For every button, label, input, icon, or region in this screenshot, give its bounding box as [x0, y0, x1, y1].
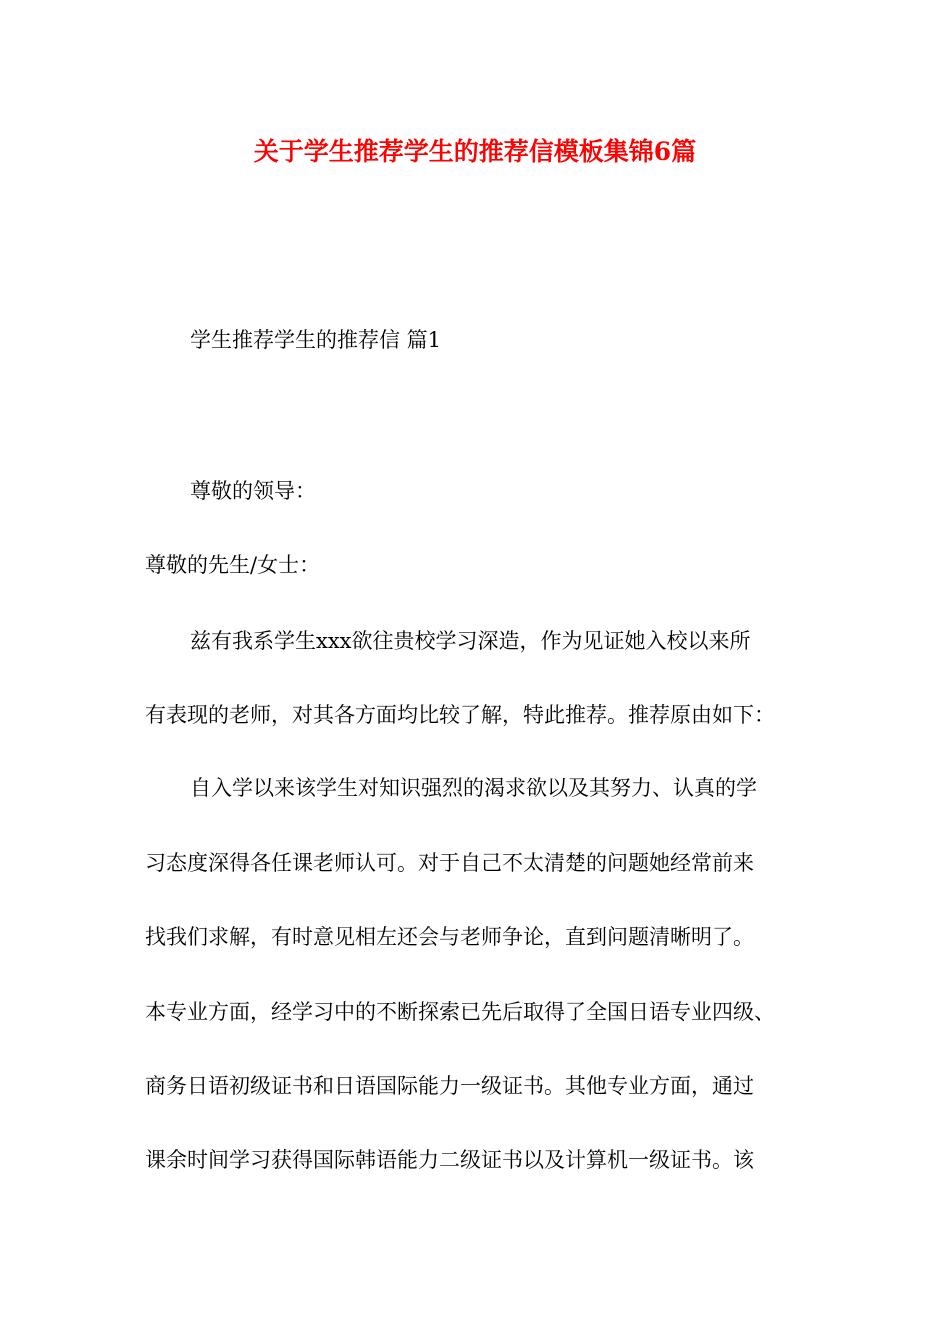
- body-text-line: 找我们求解，有时意见相左还会与老师争论，直到问题清晰明了。: [145, 925, 754, 949]
- body-text-line: 商务日语初级证书和日语国际能力一级证书。其他专业方面，通过: [145, 1074, 754, 1098]
- body-text-line: 习态度深得各任课老师认可。对于自己不太清楚的问题她经常前来: [145, 851, 754, 875]
- body-text-line: 本专业方面，经学习中的不断探索已先后取得了全国日语专业四级、: [145, 1000, 775, 1024]
- document-title: 关于学生推荐学生的推荐信模板集锦6篇: [253, 137, 697, 166]
- body-text-line: 有表现的老师，对其各方面均比较了解，特此推荐。推荐原由如下：: [145, 703, 775, 727]
- body-text-line: 自入学以来该学生对知识强烈的渴求欲以及其努力、认真的学: [190, 776, 757, 800]
- body-text-line: 课余时间学习获得国际韩语能力二级证书以及计算机一级证书。该: [145, 1148, 754, 1172]
- body-text-line: 兹有我系学生xxx欲往贵校学习深造，作为见证她入校以来所: [190, 629, 751, 653]
- salutation-line: 尊敬的先生/女士：: [145, 553, 321, 577]
- section-heading: 学生推荐学生的推荐信 篇1: [190, 328, 442, 352]
- salutation-line: 尊敬的领导：: [190, 479, 316, 503]
